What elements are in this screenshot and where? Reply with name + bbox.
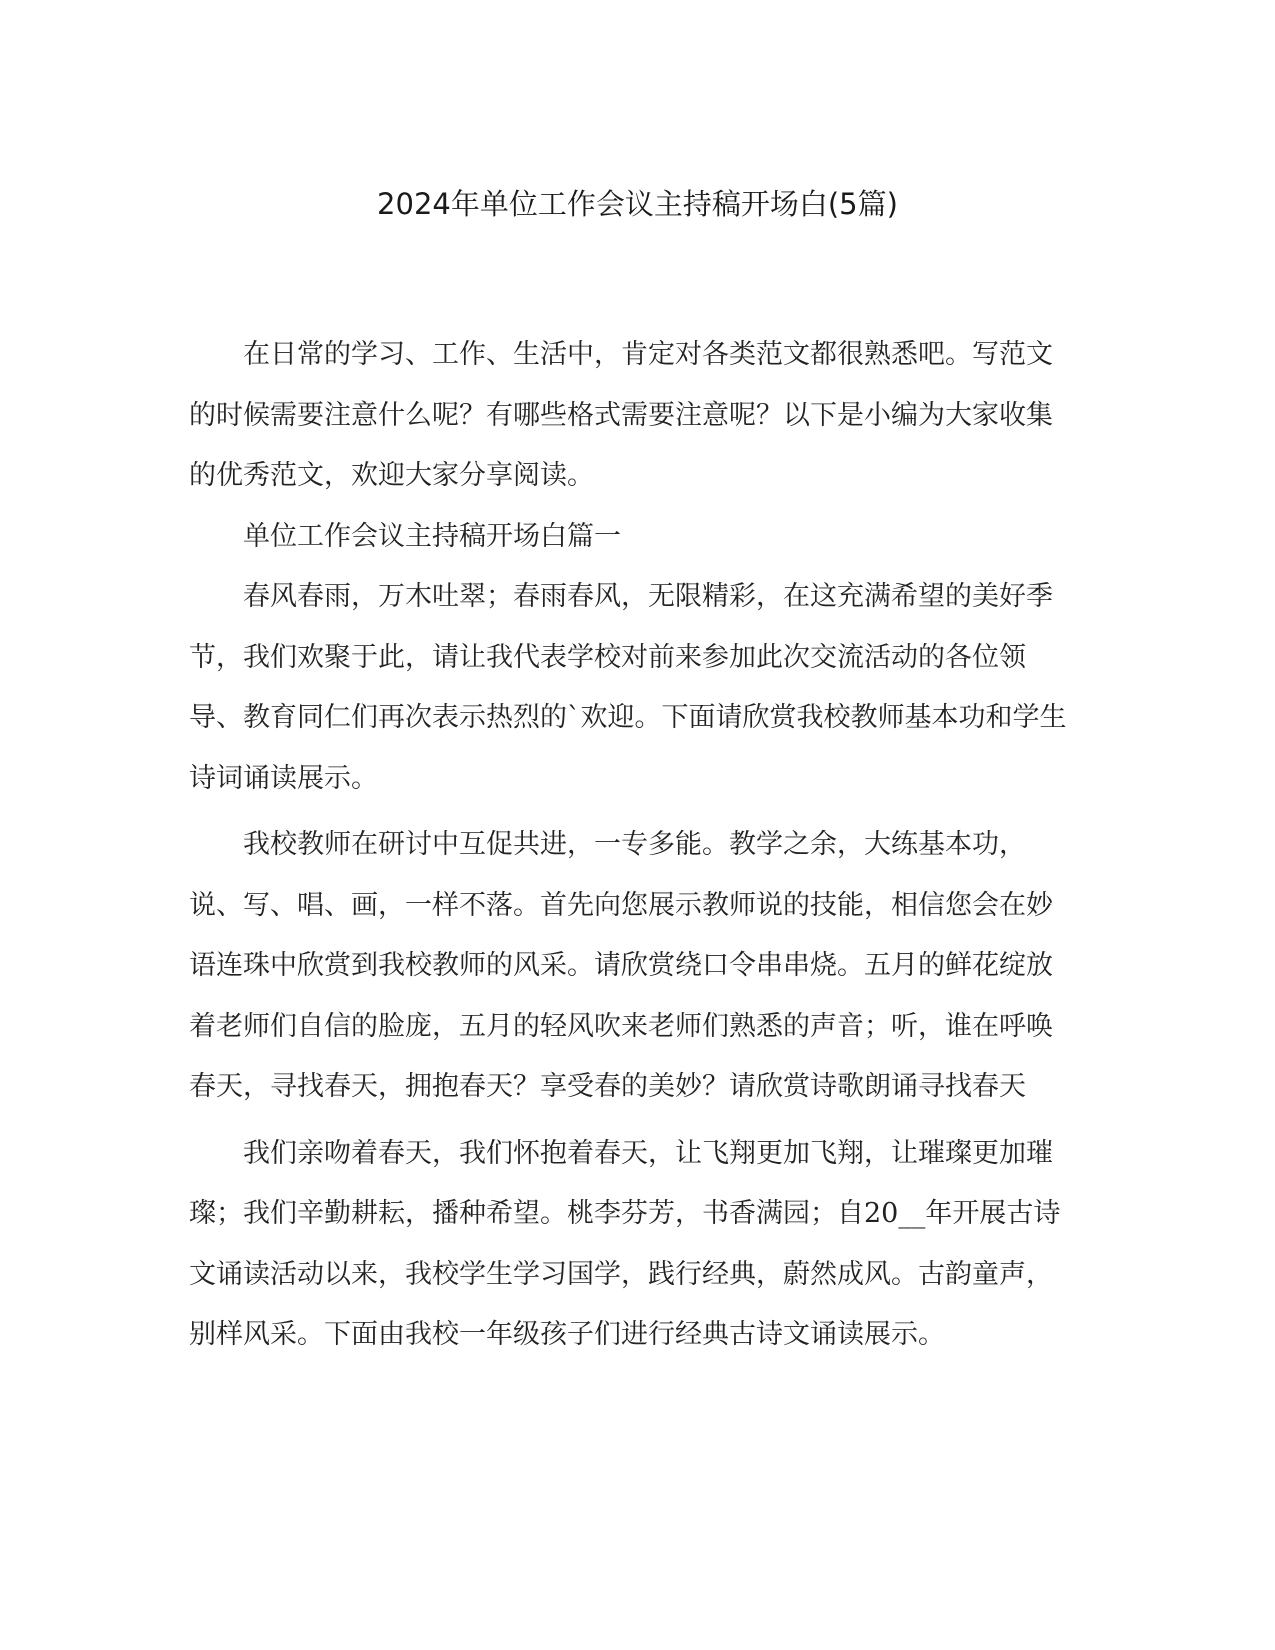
intro-paragraph: 在日常的学习、工作、生活中，肯定对各类范文都很熟悉吧。写范文的时候需要注意什么呢？有哪些格式需要注意呢？以下是小编为大家收集的优秀范文，欢迎大家分享阅读。 — [189, 339, 1053, 491]
document-body — [189, 325, 1071, 1366]
document-title: 2024年单位工作会议主持稿开场白(5篇) — [377, 187, 898, 221]
section-heading-part-one: 单位工作会议主持稿开场白篇一 — [243, 520, 621, 552]
body-paragraph: 春风春雨，万木吐翠；春雨春风，无限精彩，在这充满希望的美好季节，我们欢聚于此，请让我代表学校对前来参加此次交流活动的各位领导、教育同仁们再次表示热烈的`欢迎。下面请欣赏我校教师基本功和学生诗词诵读展示。 — [189, 581, 1067, 794]
body-paragraph: 我们亲吻着春天，我们怀抱着春天，让飞翔更加飞翔，让璀璨更加璀璨；我们辛勤耕耘，播种希望。桃李芬芳，书香满园；自20__年开展古诗文诵读活动以来，我校学生学习国学，践行经典，蔚然成风。古韵童声，别样风采。下面由我校一年级孩子们进行经典古诗文诵读展示。 — [189, 1137, 1061, 1350]
body-paragraph: 我校教师在研讨中互促共进，一专多能。教学之余，大练基本功，说、写、唱、画，一样不落。首先向您展示教师说的技能，相信您会在妙语连珠中欣赏到我校教师的风采。请欣赏绕口令串串烧。五月的鲜花绽放着老师们自信的脸庞，五月的轻风吹来老师们熟悉的声音；听，谁在呼唤春天，寻找春天，拥抱春天？享受春的美妙？请欣赏诗歌朗诵寻找春天 — [189, 829, 1053, 1102]
